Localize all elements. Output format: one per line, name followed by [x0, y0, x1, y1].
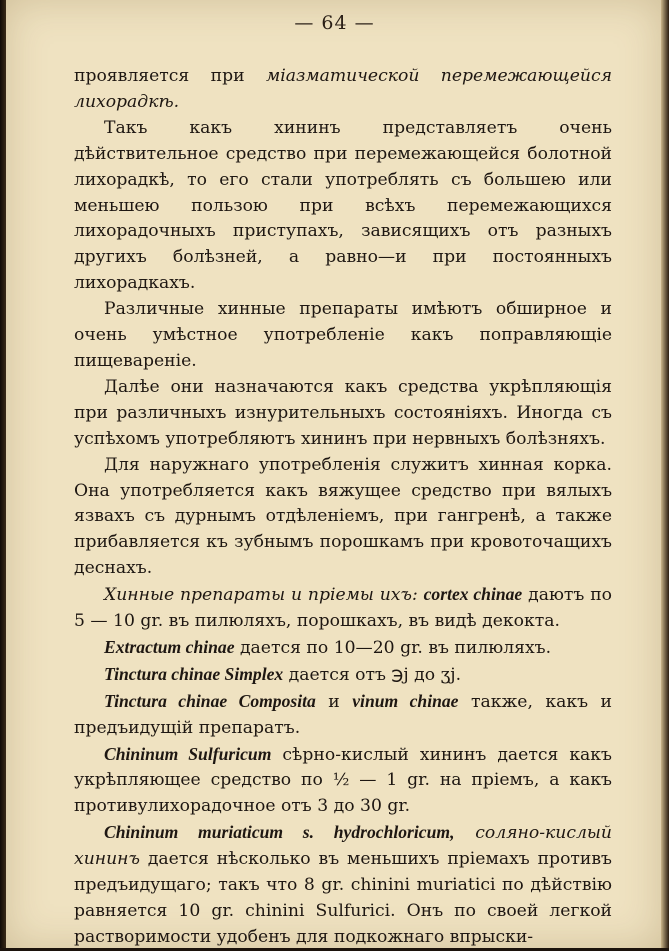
latin-term: Chininum muriaticum s. hydrochloricum, [104, 822, 455, 843]
paragraph-p8 [74, 689, 612, 742]
latin-term: Chininum Sulfuricum [104, 743, 272, 764]
italic-phrase: міазматической перемежающейся лихорадкѣ. [74, 66, 613, 112]
text-run: дается нѣсколько въ меньшихъ пріемахъ противъ предъидущаго; такъ что 8 gr. chinini muriatici по дѣйствію равняется 10 gr. chinini Sulfurici. Онъ по своей легкой растворимости удобенъ для подкожнаго впрыски- [74, 849, 612, 947]
latin-term: cortex chinae [423, 584, 523, 605]
text-run: также, какъ и предъидущій препаратъ. [74, 691, 612, 738]
text-run: Для наружнаго употребленія служитъ хинная корка. Она употребляется какъ вяжущее средство при вялыхъ язвахъ съ дурнымъ отдѣленіемъ, при гангренѣ, а также прибавляется къ зубнымъ порошкамъ при кровоточащихъ деснахъ. [74, 454, 612, 579]
text-run: Такъ какъ хининъ представляетъ очень дѣйствительное средство при перемежающейся болотной лихорадкѣ, то его стали употреблять съ большею или меньшею пользою при всѣхъ перемежающихся лихорадочныхъ приступахъ, зависящихъ отъ разныхъ другихъ болѣзней, а равно—и при постоянныхъ лихорадкахъ. [74, 117, 612, 294]
text-run: Различные хинные препараты имѣютъ обширное и очень умѣстное употребленіе какъ поправляющіе пищевареніе. [74, 299, 612, 371]
paragraph-p5 [74, 582, 612, 635]
latin-term: Extractum chinae [104, 636, 235, 657]
text-run: даютъ по 5 — 10 gr. въ пилюляхъ, порошкахъ, въ видѣ декокта. [74, 585, 613, 632]
italic-phrase: соляно-кислый хининъ [74, 823, 612, 870]
text-run: сѣрно-кислый хининъ дается какъ укрѣпляющее средство по ½ — 1 gr. на пріемъ, а какъ противулихорадочное отъ 3 до 30 gr. [74, 744, 612, 817]
paragraph-p9 [74, 742, 612, 821]
paragraph-p1 [74, 116, 612, 297]
paragraph-p3 [74, 375, 612, 453]
latin-term: vinum chinae [352, 690, 459, 711]
text-run: Далѣе они назначаются какъ средства укрѣпляющія при различныхъ изнурительныхъ состояніяхъ. Иногда съ успѣхомъ употребляютъ хининъ при нервныхъ болѣзняхъ. [74, 376, 612, 449]
text-run: и [315, 691, 353, 712]
paragraph-p7 [74, 662, 612, 689]
latin-term: Tinctura chinae Composita [104, 690, 316, 711]
paragraph-p6 [74, 635, 612, 662]
text-run: дается по 10—20 gr. въ пилюляхъ. [234, 637, 552, 658]
latin-term: Tinctura chinae Simplex [104, 663, 284, 684]
page-body [74, 64, 612, 951]
text-run: дается отъ ℈j до ʒj. [283, 664, 462, 685]
scan-right-edge [661, 0, 669, 948]
paragraph-p10 [74, 820, 612, 951]
text-run: проявляется при [74, 66, 266, 86]
paragraph-p4 [74, 453, 612, 583]
paragraph-p2 [74, 297, 612, 375]
page-number: — 64 — [294, 12, 375, 34]
paragraph-p0 [74, 64, 612, 116]
italic-phrase: Хинные препараты и пріемы ихъ: [104, 585, 424, 606]
